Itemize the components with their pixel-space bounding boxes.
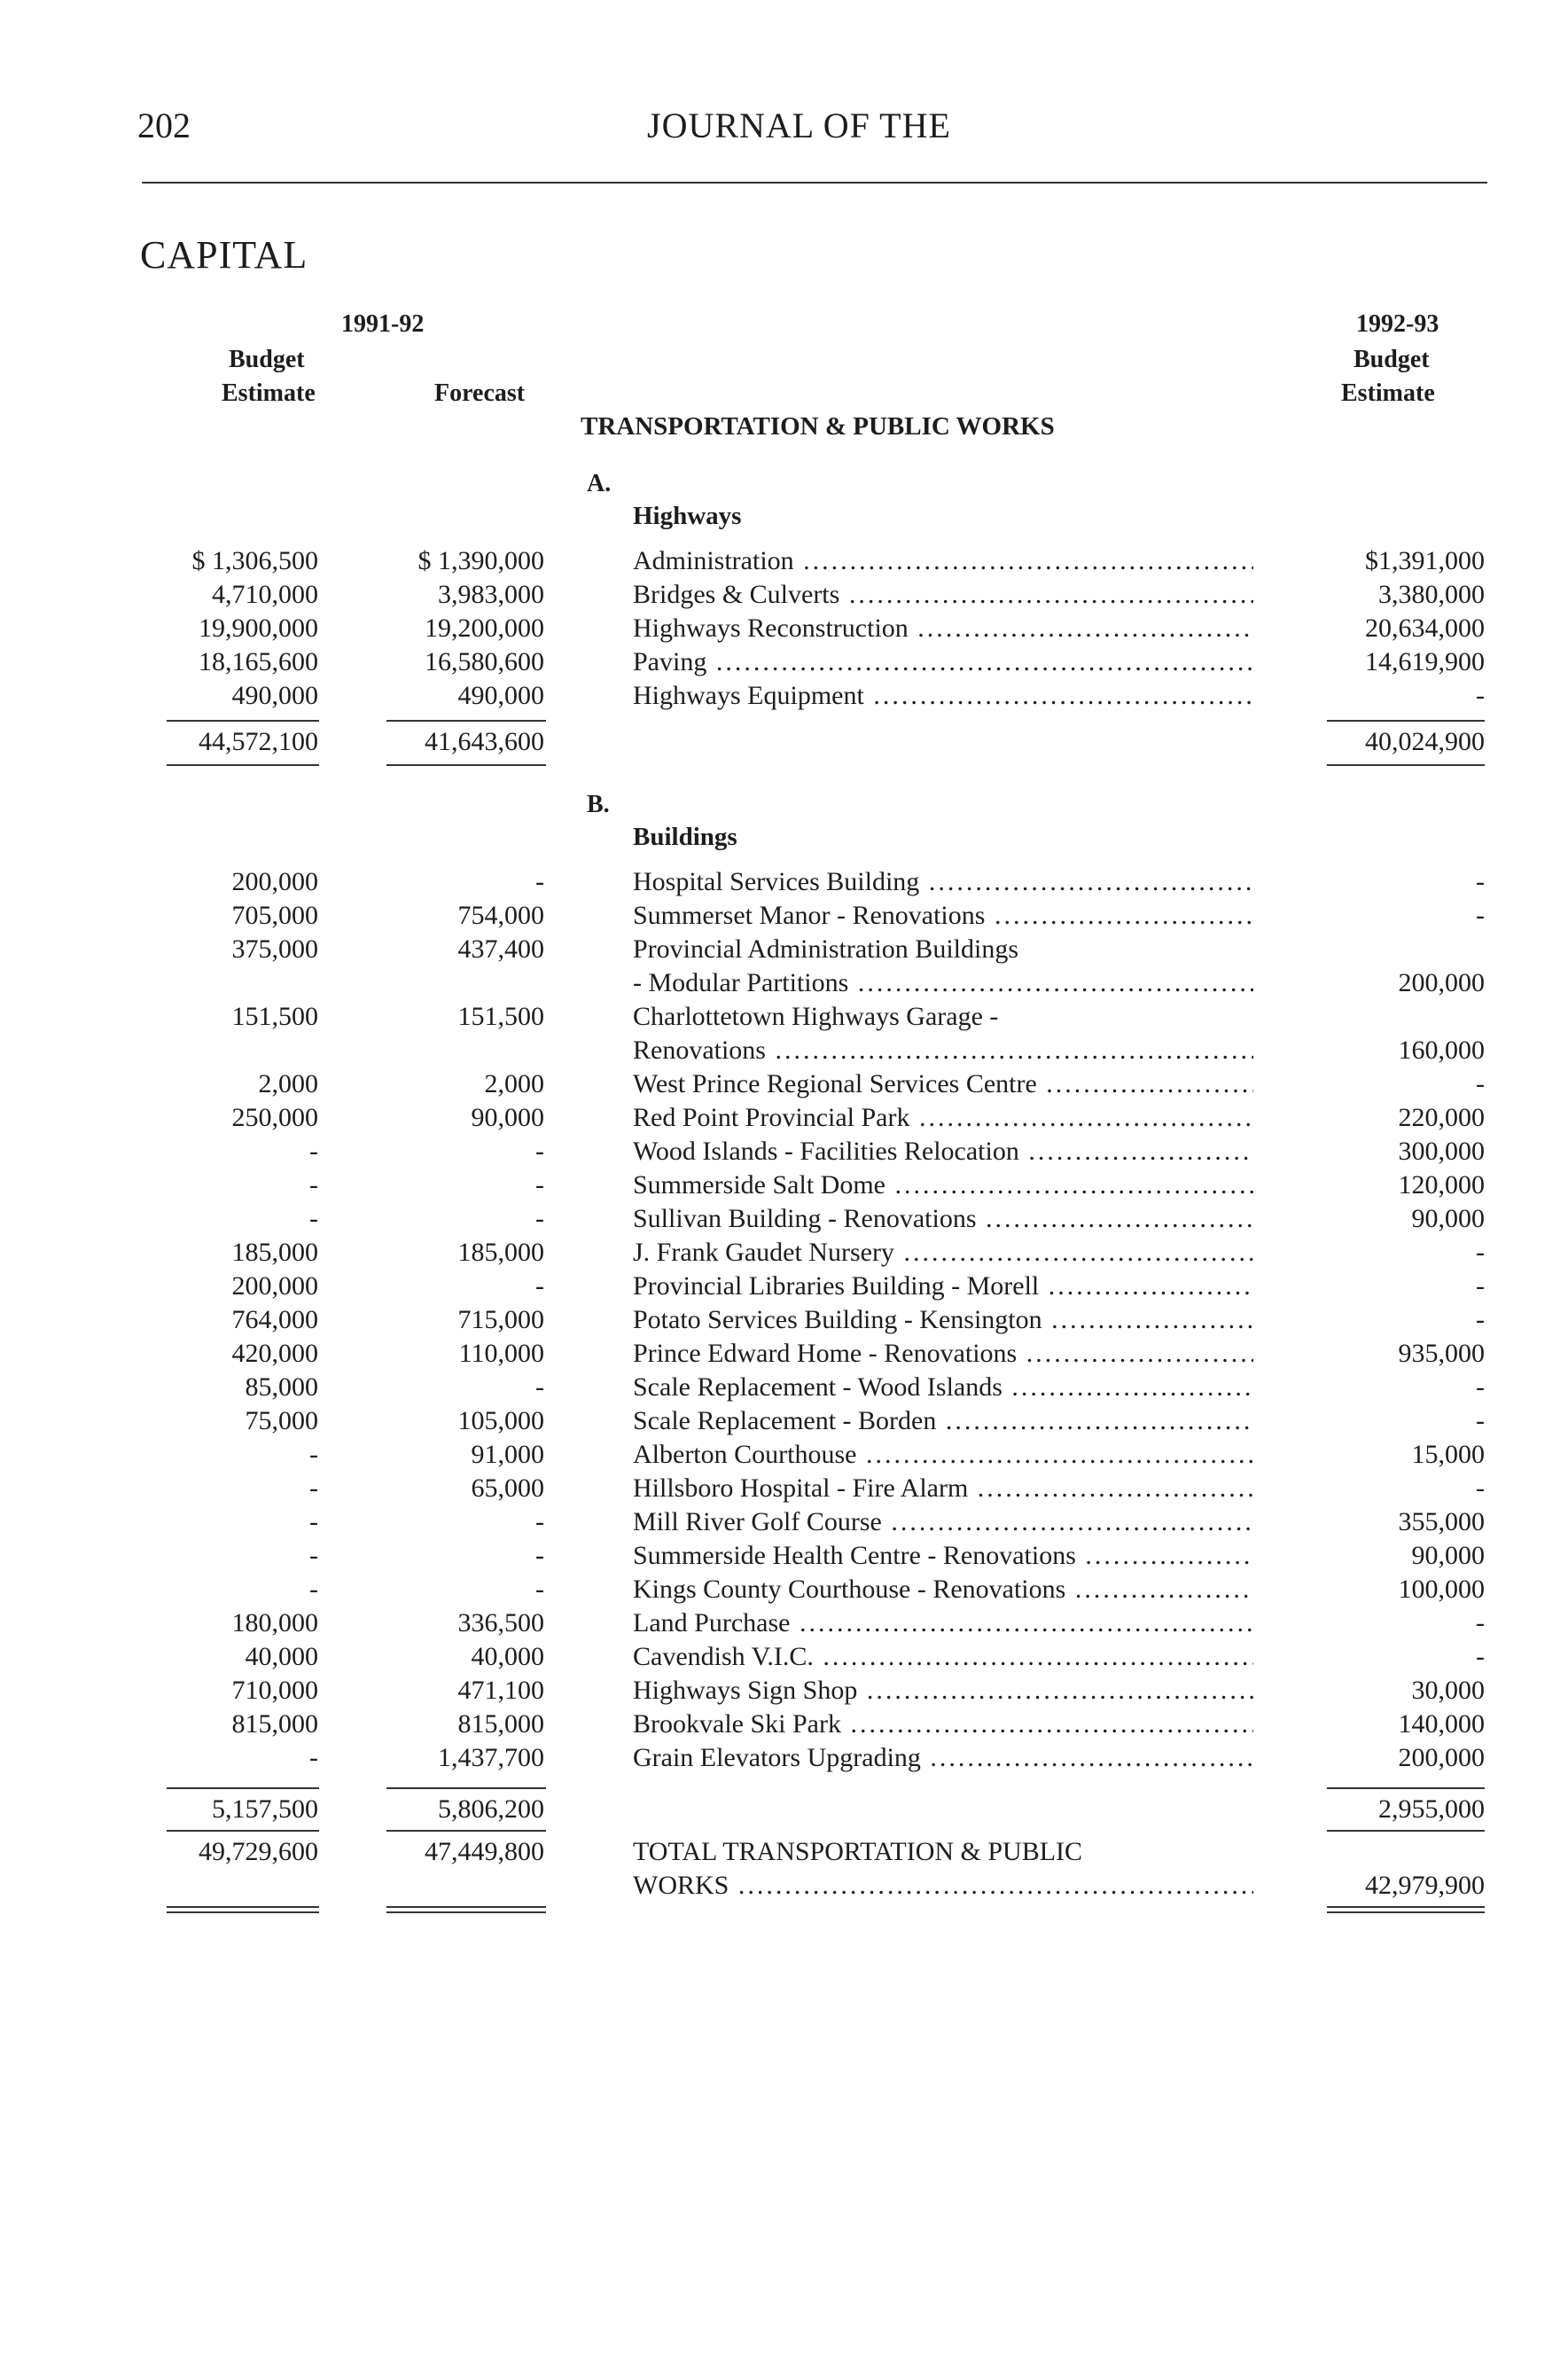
cell-description: Wood Islands - Facilities Relocation ..... bbox=[633, 1135, 1253, 1168]
subtotal-a-forecast: 41,643,600 bbox=[425, 727, 544, 756]
cell-budget-next: 120,000 bbox=[1398, 1170, 1485, 1200]
cell-forecast: 185,000 bbox=[457, 1238, 544, 1267]
cell-description: Summerset Manor - Renovations ..... bbox=[633, 899, 1253, 933]
underline-a-budget-prev bbox=[167, 720, 319, 722]
cell-description: Prince Edward Home - Renovations ..... bbox=[633, 1337, 1253, 1371]
cell-budget-prev: - bbox=[309, 1743, 318, 1772]
cell-description: Provincial Administration Buildings bbox=[633, 934, 1018, 964]
header-forecast: Forecast bbox=[434, 379, 526, 407]
cell-description: Renovations ..... bbox=[633, 1034, 1253, 1067]
cell-forecast: $ 1,390,000 bbox=[417, 546, 544, 575]
cell-budget-next: - bbox=[1476, 1406, 1485, 1435]
cell-description: Brookvale Ski Park ..... bbox=[633, 1708, 1253, 1741]
cell-description: Kings County Courthouse - Renovations ..... bbox=[633, 1573, 1253, 1606]
double-underline-budget-next bbox=[1327, 1906, 1485, 1913]
cell-forecast: 336,500 bbox=[457, 1608, 544, 1637]
cell-description: Red Point Provincial Park ..... bbox=[633, 1101, 1253, 1135]
running-title: JOURNAL OF THE bbox=[647, 106, 951, 145]
cell-budget-prev: - bbox=[309, 1170, 318, 1200]
cell-budget-next: $1,391,000 bbox=[1365, 546, 1485, 575]
cell-description: Hospital Services Building ..... bbox=[633, 865, 1253, 899]
cell-description: Mill River Golf Course ..... bbox=[633, 1505, 1253, 1539]
underline-a-budget-next bbox=[1327, 720, 1485, 722]
total-budget-prev: 49,729,600 bbox=[199, 1837, 318, 1866]
cell-budget-next: 20,634,000 bbox=[1365, 614, 1485, 643]
section-title: CAPITAL bbox=[140, 233, 308, 277]
cell-forecast: 715,000 bbox=[457, 1305, 544, 1334]
cell-description: Cavendish V.I.C. ..... bbox=[633, 1640, 1253, 1674]
cell-description: Summerside Salt Dome ..... bbox=[633, 1168, 1253, 1202]
cell-budget-next: 935,000 bbox=[1398, 1339, 1485, 1368]
cell-description: Alberton Courthouse ..... bbox=[633, 1438, 1253, 1472]
cell-description: West Prince Regional Services Centre ..... bbox=[633, 1067, 1253, 1101]
cell-description: Scale Replacement - Wood Islands ..... bbox=[633, 1371, 1253, 1404]
cell-description: Highways Sign Shop ..... bbox=[633, 1674, 1253, 1708]
cell-budget-next: 15,000 bbox=[1411, 1440, 1485, 1469]
cell-forecast: 65,000 bbox=[471, 1473, 544, 1503]
cell-forecast: 1,437,700 bbox=[438, 1743, 544, 1772]
cell-description: Bridges & Culverts ..... bbox=[633, 578, 1253, 612]
cell-forecast: 490,000 bbox=[457, 681, 544, 710]
cell-budget-prev: 151,500 bbox=[231, 1002, 318, 1031]
cell-forecast: - bbox=[535, 867, 544, 896]
cell-description: Sullivan Building - Renovations ..... bbox=[633, 1202, 1253, 1236]
underline-b-budget-prev bbox=[167, 1787, 319, 1789]
cell-budget-next: 3,380,000 bbox=[1378, 580, 1485, 609]
cell-description: Administration ..... bbox=[633, 544, 1253, 578]
cell-forecast: 105,000 bbox=[457, 1406, 544, 1435]
cell-description: Highways Equipment ..... bbox=[633, 679, 1253, 713]
total-forecast: 47,449,800 bbox=[425, 1837, 544, 1866]
cell-budget-next: - bbox=[1476, 1372, 1485, 1402]
cell-budget-next: 160,000 bbox=[1398, 1036, 1485, 1065]
cell-description: Potato Services Building - Kensington ..... bbox=[633, 1303, 1253, 1337]
cell-budget-next: - bbox=[1476, 1608, 1485, 1637]
header-year-prev: 1991-92 bbox=[341, 310, 425, 338]
cell-budget-prev: - bbox=[309, 1204, 318, 1233]
cell-forecast: 754,000 bbox=[457, 901, 544, 930]
header-budget-next: Budget bbox=[1353, 346, 1430, 373]
cell-forecast: - bbox=[535, 1204, 544, 1233]
cell-budget-prev: 180,000 bbox=[231, 1608, 318, 1637]
cell-forecast: 19,200,000 bbox=[425, 614, 544, 643]
header-estimate-prev: Estimate bbox=[222, 379, 316, 407]
cell-budget-next: 220,000 bbox=[1398, 1103, 1485, 1132]
cell-budget-prev: 185,000 bbox=[231, 1238, 318, 1267]
cell-description: Hillsboro Hospital - Fire Alarm ..... bbox=[633, 1472, 1253, 1505]
underline-b2-budget-next bbox=[1327, 1830, 1485, 1832]
cell-budget-next: 90,000 bbox=[1411, 1204, 1485, 1233]
double-underline-budget-prev bbox=[167, 1906, 319, 1913]
header-budget-prev: Budget bbox=[229, 346, 305, 373]
cell-forecast: - bbox=[535, 1507, 544, 1536]
cell-budget-next: 14,619,900 bbox=[1365, 647, 1485, 676]
cell-description: Highways Reconstruction ..... bbox=[633, 612, 1253, 645]
cell-forecast: 40,000 bbox=[471, 1642, 544, 1671]
cell-budget-next: - bbox=[1476, 1305, 1485, 1334]
cell-budget-next: 30,000 bbox=[1411, 1676, 1485, 1705]
cell-description: Land Purchase ..... bbox=[633, 1606, 1253, 1640]
cell-budget-prev: - bbox=[309, 1507, 318, 1536]
cell-budget-prev: $ 1,306,500 bbox=[191, 546, 318, 575]
cell-budget-next: 200,000 bbox=[1398, 1743, 1485, 1772]
cell-budget-prev: 4,710,000 bbox=[212, 580, 318, 609]
subtotal-b-budget-prev: 5,157,500 bbox=[212, 1794, 318, 1824]
cell-forecast: 110,000 bbox=[458, 1339, 544, 1368]
cell-description: Charlottetown Highways Garage - bbox=[633, 1002, 999, 1031]
cell-budget-prev: 18,165,600 bbox=[199, 647, 318, 676]
cell-forecast: - bbox=[535, 1575, 544, 1604]
cell-description: Grain Elevators Upgrading ..... bbox=[633, 1741, 1253, 1775]
cell-budget-prev: 815,000 bbox=[231, 1709, 318, 1739]
subtotal-b-budget-next: 2,955,000 bbox=[1378, 1794, 1485, 1824]
total-label-line1: TOTAL TRANSPORTATION & PUBLIC bbox=[633, 1837, 1083, 1866]
cell-forecast: - bbox=[535, 1541, 544, 1570]
cell-budget-prev: 420,000 bbox=[231, 1339, 318, 1368]
cell-budget-prev: - bbox=[309, 1473, 318, 1503]
cell-budget-prev: - bbox=[309, 1440, 318, 1469]
cell-budget-prev: 200,000 bbox=[231, 1271, 318, 1301]
underline-a-forecast bbox=[386, 720, 546, 722]
cell-budget-next: - bbox=[1476, 1642, 1485, 1671]
cell-forecast: - bbox=[535, 1170, 544, 1200]
cell-budget-prev: 40,000 bbox=[245, 1642, 318, 1671]
cell-budget-next: 200,000 bbox=[1398, 968, 1485, 997]
cell-budget-next: 140,000 bbox=[1398, 1709, 1485, 1739]
cell-budget-prev: 75,000 bbox=[245, 1406, 318, 1435]
cell-forecast: 2,000 bbox=[484, 1069, 544, 1098]
cell-forecast: 16,580,600 bbox=[425, 647, 544, 676]
underline-b-forecast bbox=[386, 1787, 546, 1789]
cell-forecast: 471,100 bbox=[457, 1676, 544, 1705]
cell-budget-prev: 705,000 bbox=[231, 901, 318, 930]
cell-budget-next: - bbox=[1476, 1271, 1485, 1301]
cell-budget-prev: 710,000 bbox=[231, 1676, 318, 1705]
department-title: TRANSPORTATION & PUBLIC WORKS bbox=[581, 412, 1055, 441]
section-title-buildings: Buildings bbox=[633, 823, 737, 851]
cell-budget-next: 100,000 bbox=[1398, 1575, 1485, 1604]
total-label-line2: WORKS ..... bbox=[633, 1869, 1253, 1903]
underline-a2-budget-next bbox=[1327, 764, 1485, 766]
cell-description: Paving ..... bbox=[633, 645, 1253, 679]
cell-forecast: 3,983,000 bbox=[438, 580, 544, 609]
cell-budget-next: - bbox=[1476, 1069, 1485, 1098]
cell-budget-prev: 19,900,000 bbox=[199, 614, 318, 643]
cell-forecast: 90,000 bbox=[471, 1103, 544, 1132]
cell-budget-prev: - bbox=[309, 1541, 318, 1570]
cell-description: Scale Replacement - Borden ..... bbox=[633, 1404, 1253, 1438]
cell-budget-prev: 2,000 bbox=[258, 1069, 318, 1098]
cell-budget-next: - bbox=[1476, 1238, 1485, 1267]
cell-budget-next: - bbox=[1476, 867, 1485, 896]
cell-forecast: - bbox=[535, 1137, 544, 1166]
cell-budget-prev: 250,000 bbox=[231, 1103, 318, 1132]
cell-forecast: 437,400 bbox=[457, 934, 544, 964]
underline-b2-forecast bbox=[386, 1830, 546, 1832]
cell-budget-prev: 764,000 bbox=[231, 1305, 318, 1334]
cell-forecast: - bbox=[535, 1372, 544, 1402]
cell-budget-next: 355,000 bbox=[1398, 1507, 1485, 1536]
cell-description: Summerside Health Centre - Renovations ..... bbox=[633, 1539, 1253, 1573]
page-number: 202 bbox=[137, 106, 191, 145]
total-budget-next: 42,979,900 bbox=[1365, 1871, 1485, 1900]
underline-a2-budget-prev bbox=[167, 764, 319, 766]
header-estimate-next: Estimate bbox=[1341, 379, 1435, 407]
double-underline-forecast bbox=[386, 1906, 546, 1913]
cell-budget-next: 90,000 bbox=[1411, 1541, 1485, 1570]
cell-budget-prev: 200,000 bbox=[231, 867, 318, 896]
header-year-next: 1992-93 bbox=[1356, 310, 1439, 338]
subtotal-b-forecast: 5,806,200 bbox=[438, 1794, 544, 1824]
underline-b-budget-next bbox=[1327, 1787, 1485, 1789]
cell-forecast: 815,000 bbox=[457, 1709, 544, 1739]
cell-budget-prev: 490,000 bbox=[231, 681, 318, 710]
cell-description: Provincial Libraries Building - Morell ..... bbox=[633, 1270, 1253, 1303]
subtotal-a-budget-prev: 44,572,100 bbox=[199, 727, 318, 756]
cell-budget-next: 300,000 bbox=[1398, 1137, 1485, 1166]
section-title-highways: Highways bbox=[633, 502, 742, 530]
cell-budget-prev: - bbox=[309, 1575, 318, 1604]
cell-budget-next: - bbox=[1476, 681, 1485, 710]
underline-a2-forecast bbox=[386, 764, 546, 766]
cell-description: - Modular Partitions ..... bbox=[633, 966, 1253, 1000]
cell-forecast: 151,500 bbox=[457, 1002, 544, 1031]
cell-budget-prev: - bbox=[309, 1137, 318, 1166]
cell-description: J. Frank Gaudet Nursery ..... bbox=[633, 1236, 1253, 1270]
section-letter-b: B. bbox=[587, 791, 610, 818]
cell-budget-prev: 375,000 bbox=[231, 934, 318, 964]
section-letter-a: A. bbox=[587, 470, 612, 497]
cell-budget-prev: 85,000 bbox=[245, 1372, 318, 1402]
cell-forecast: 91,000 bbox=[471, 1440, 544, 1469]
cell-budget-next: - bbox=[1476, 1473, 1485, 1503]
cell-budget-next: - bbox=[1476, 901, 1485, 930]
subtotal-a-budget-next: 40,024,900 bbox=[1365, 727, 1485, 756]
underline-b2-budget-prev bbox=[167, 1830, 319, 1832]
cell-forecast: - bbox=[535, 1271, 544, 1301]
